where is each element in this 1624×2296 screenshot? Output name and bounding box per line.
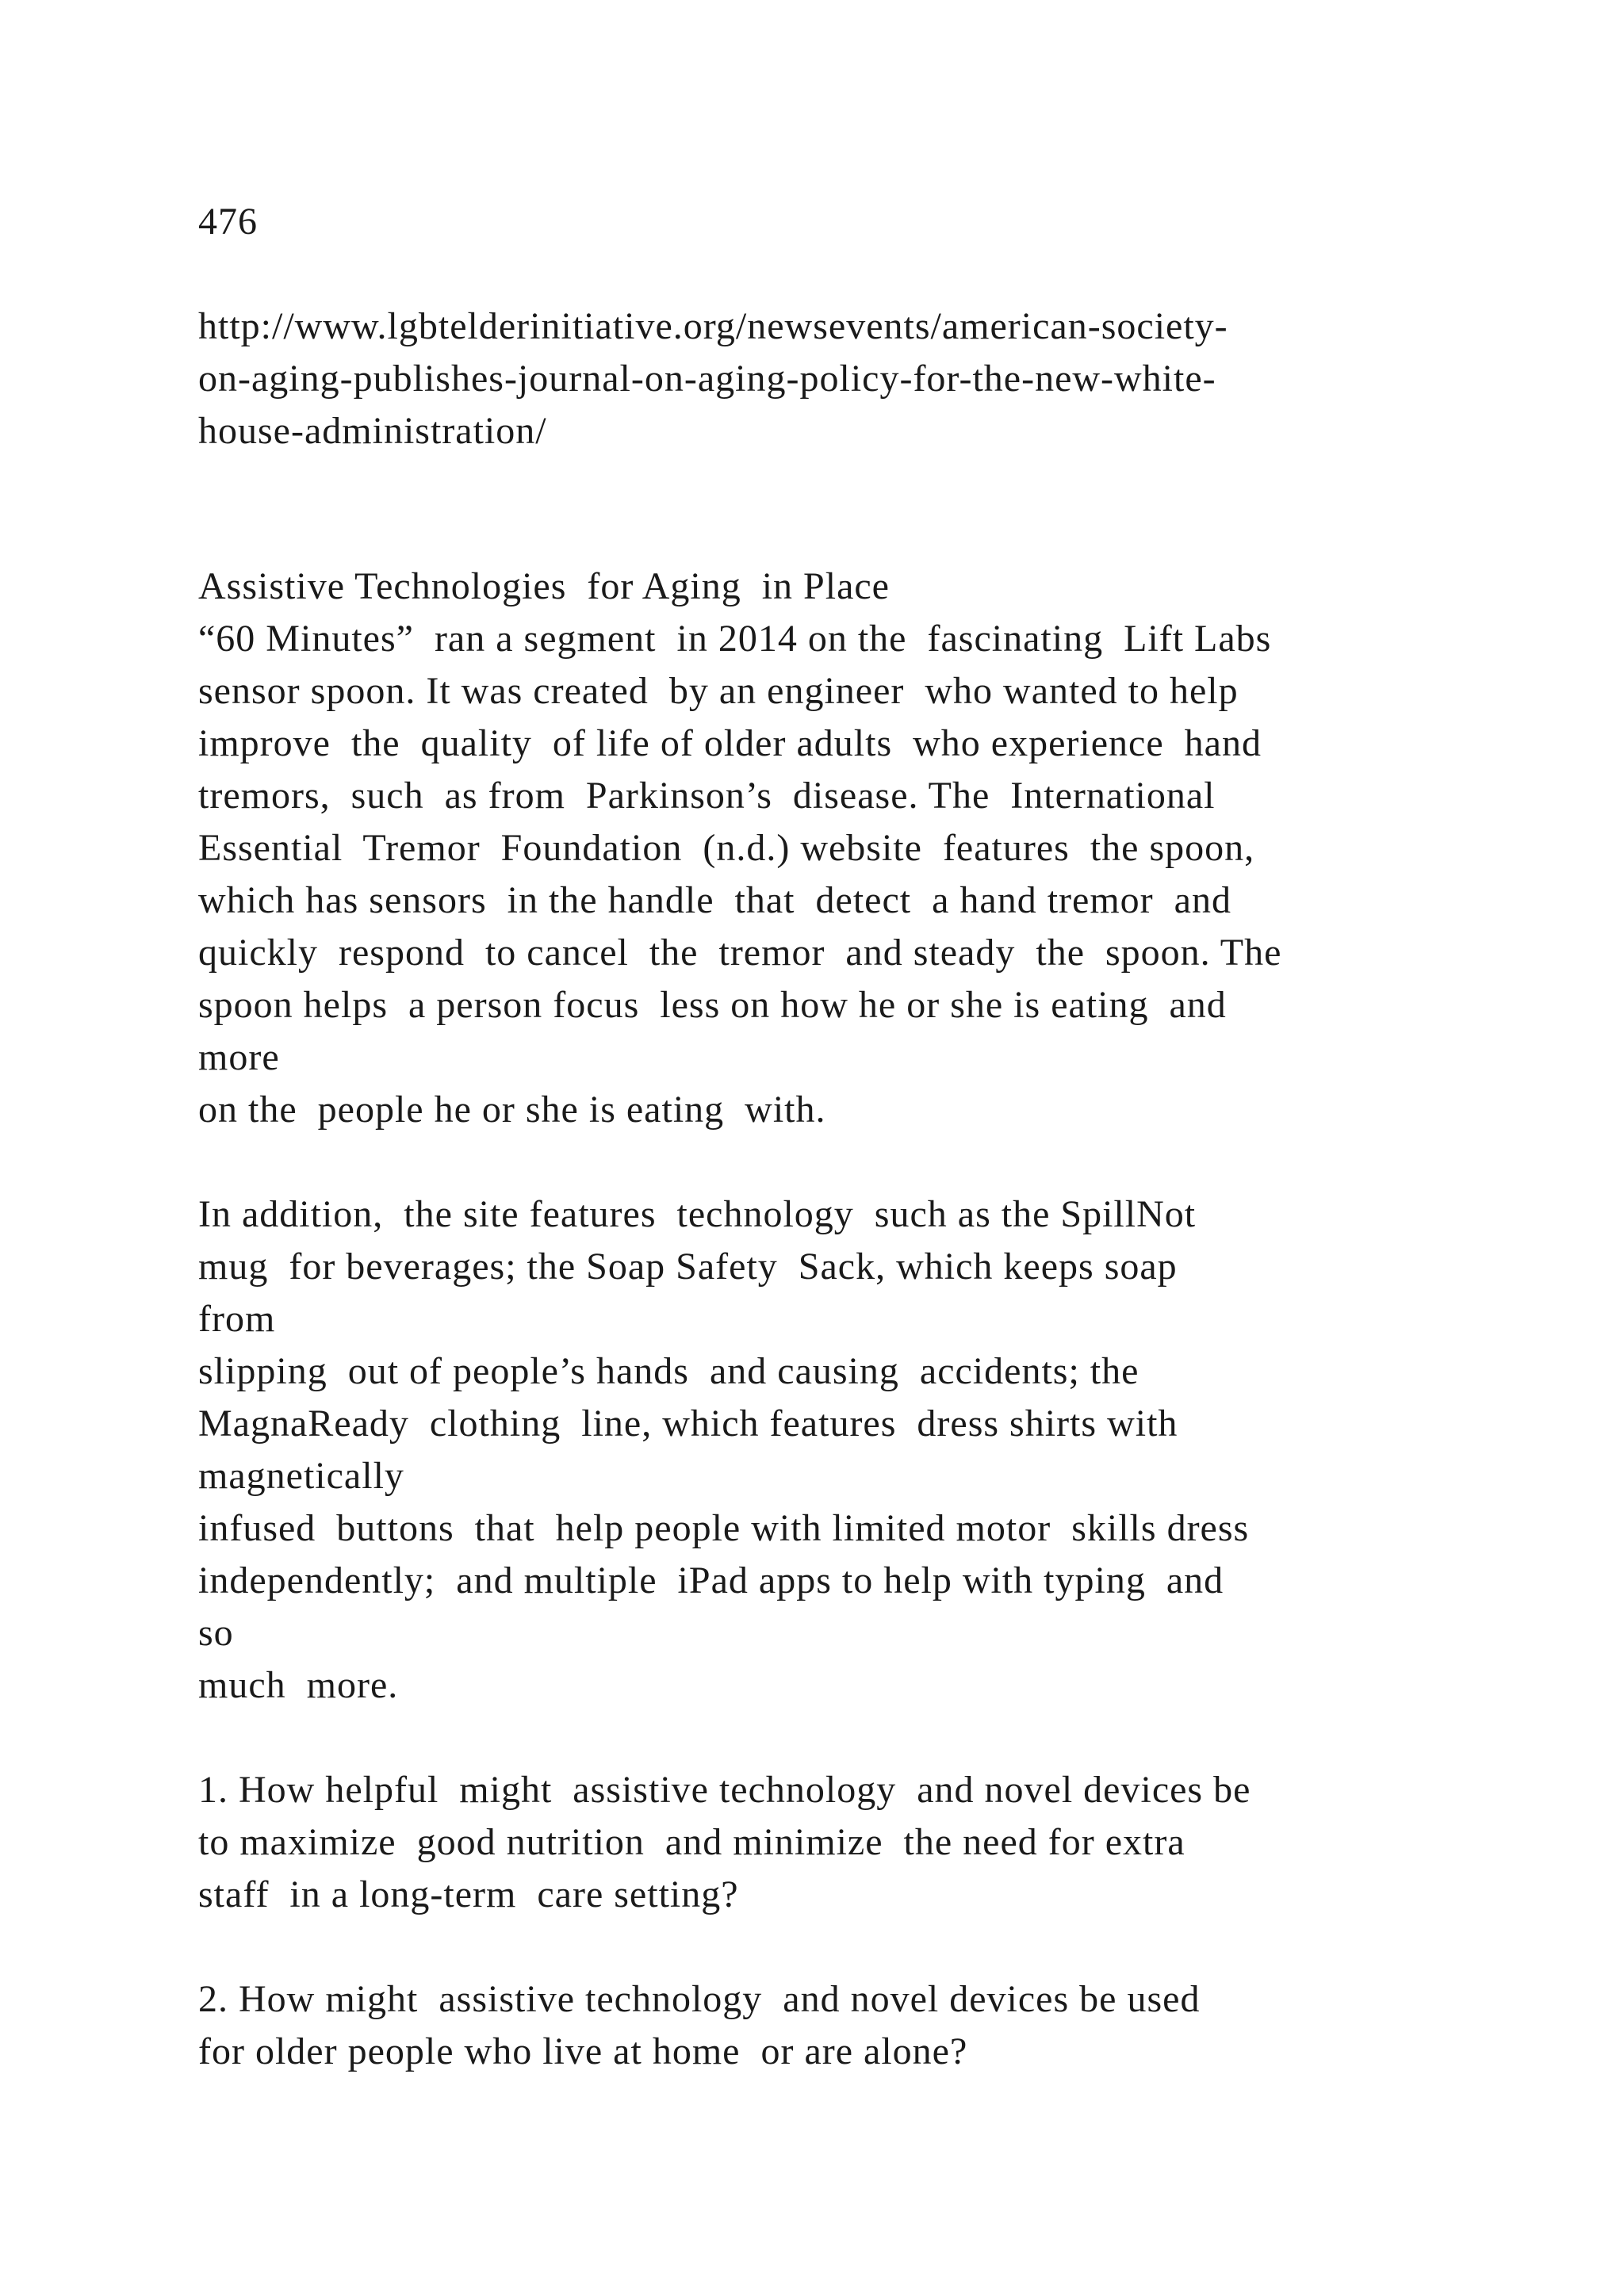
paragraph2-line: so: [198, 1612, 234, 1654]
paragraph2-line: MagnaReady clothing line, which features dress shirts with: [198, 1402, 1178, 1445]
question1-line: to maximize good nutrition and minimize the need for extra: [198, 1821, 1185, 1863]
paragraph2-line: infused buttons that help people with limited motor skills dress: [198, 1507, 1250, 1549]
question1-line: staff in a long-term care setting?: [198, 1873, 739, 1915]
paragraph1-line: “60 Minutes” ran a segment in 2014 on the fascinating Lift Labs: [198, 618, 1272, 660]
paragraph2-line: from: [198, 1298, 276, 1340]
paragraph2-line: magnetically: [198, 1455, 404, 1497]
paragraph1-line: Essential Tremor Foundation (n.d.) website features the spoon,: [198, 827, 1255, 869]
paragraph1-line: quickly respond to cancel the tremor and steady the spoon. The: [198, 932, 1282, 974]
paragraph1-line: spoon helps a person focus less on how he or she is eating and: [198, 984, 1227, 1026]
paragraph2-line: independently; and multiple iPad apps to help with typing and: [198, 1559, 1224, 1601]
url-line-1: http://www.lgbtelderinitiative.org/newsevents/american-society-: [198, 305, 1228, 347]
paragraph1-line: sensor spoon. It was created by an engineer who wanted to help: [198, 670, 1239, 712]
paragraph1-line: improve the quality of life of older adults who experience hand: [198, 722, 1262, 764]
question2-line: for older people who live at home or are alone?: [198, 2030, 968, 2072]
question1-line: 1. How helpful might assistive technology and novel devices be: [198, 1769, 1251, 1811]
url-line-2: on-aging-publishes-journal-on-aging-policy-for-the-new-white-: [198, 358, 1216, 400]
paragraph2-line: much more.: [198, 1664, 399, 1706]
paragraph1-line: more: [198, 1036, 280, 1078]
paragraph1-line: tremors, such as from Parkinson’s disease. The International: [198, 775, 1216, 817]
paragraph1-line: on the people he or she is eating with.: [198, 1089, 826, 1131]
section-title: Assistive Technologies for Aging in Place: [198, 565, 890, 607]
question2-line: 2. How might assistive technology and novel devices be used: [198, 1978, 1201, 2020]
paragraph2-line: mug for beverages; the Soap Safety Sack, which keeps soap: [198, 1246, 1178, 1288]
page-number: 476: [198, 201, 258, 243]
paragraph2-line: slipping out of people’s hands and causing accidents; the: [198, 1350, 1139, 1392]
url-line-3: house-administration/: [198, 410, 547, 452]
paragraph2-line: In addition, the site features technology such as the SpillNot: [198, 1193, 1197, 1235]
paragraph1-line: which has sensors in the handle that detect a hand tremor and: [198, 879, 1231, 921]
